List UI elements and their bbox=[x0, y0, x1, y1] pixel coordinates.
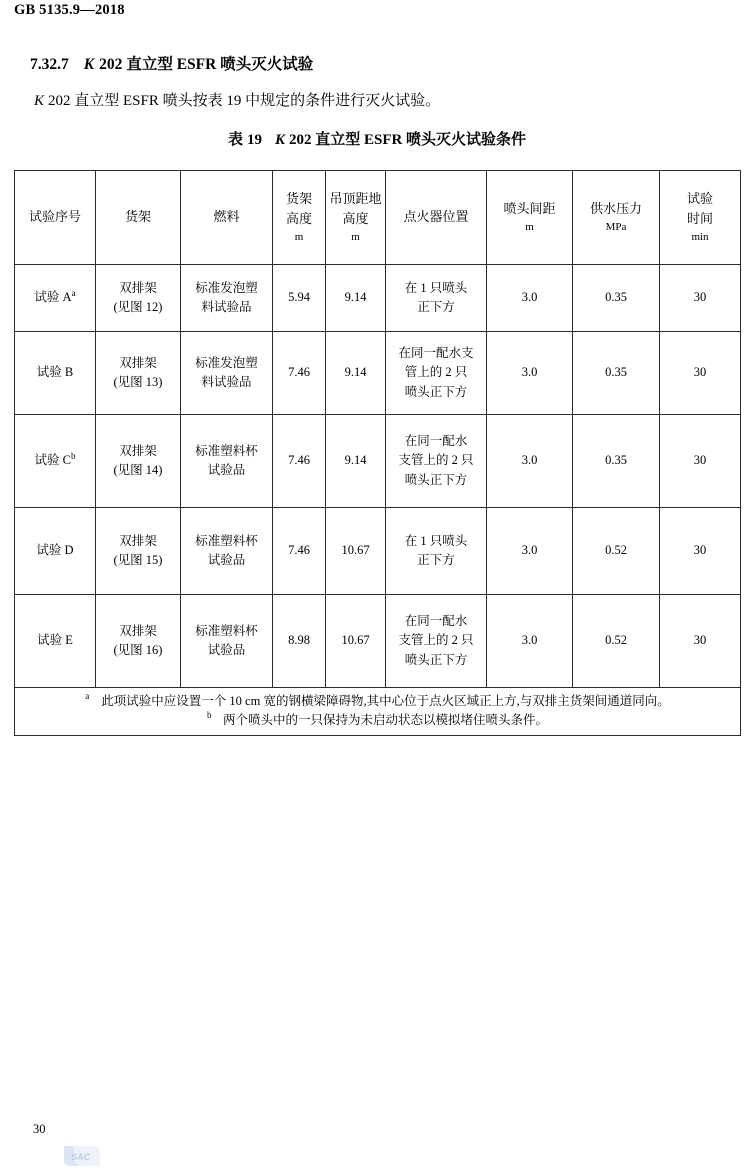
cell-duration: 30 bbox=[660, 265, 741, 332]
header-igniter-position: 点火器位置 bbox=[386, 171, 487, 265]
cell-fuel: 标准塑料杯 试验品 bbox=[181, 595, 273, 688]
clause-heading bbox=[30, 52, 313, 74]
cell-ceiling-height: 9.14 bbox=[326, 415, 386, 508]
cell-test-id: 试验 B bbox=[15, 332, 96, 415]
footnote-b bbox=[17, 711, 738, 730]
cell-rack: 双排架 (见图 13) bbox=[96, 332, 181, 415]
footnote-a-text: 此项试验中应设置一个 10 cm 宽的钢横梁障碍物,其中心位于点火区域正上方,与双排主货架间通道同向。 bbox=[101, 694, 670, 708]
page-running-head bbox=[14, 2, 125, 19]
cell-ceiling-height: 9.14 bbox=[326, 265, 386, 332]
table-body bbox=[15, 265, 741, 736]
cell-igniter-position: 在 1 只喷头 正下方 bbox=[386, 265, 487, 332]
body-paragraph bbox=[34, 89, 440, 110]
footnote-b-marker: b bbox=[206, 710, 212, 721]
cell-duration: 30 bbox=[660, 595, 741, 688]
table-header-row bbox=[15, 171, 741, 265]
cell-rack: 双排架 (见图 15) bbox=[96, 508, 181, 595]
cell-igniter-position: 在 1 只喷头 正下方 bbox=[386, 508, 487, 595]
footnote-marker-a: a bbox=[71, 288, 76, 299]
cell-pressure: 0.35 bbox=[573, 415, 660, 508]
table-row bbox=[15, 508, 741, 595]
table-row bbox=[15, 332, 741, 415]
cell-ceiling-height: 10.67 bbox=[326, 595, 386, 688]
cell-rack-height: 7.46 bbox=[273, 332, 326, 415]
paragraph-text: 202 直立型 ESFR 喷头按表 19 中规定的条件进行灭火试验。 bbox=[48, 93, 441, 109]
footnote-b-text: 两个喷头中的一只保持为未启动状态以模拟堵住喷头条件。 bbox=[222, 713, 548, 728]
table-footnotes bbox=[15, 688, 741, 736]
cell-duration: 30 bbox=[660, 415, 741, 508]
cell-igniter-position: 在同一配水 支管上的 2 只 喷头正下方 bbox=[386, 595, 487, 688]
table-footnotes-row bbox=[15, 688, 741, 736]
header-water-pressure: 供水压力 MPa bbox=[573, 171, 660, 265]
cell-spacing: 3.0 bbox=[487, 332, 573, 415]
cell-rack: 双排架 (见图 12) bbox=[96, 265, 181, 332]
clause-title-text: 直立型 ESFR 喷头灭火试验 bbox=[126, 56, 314, 73]
svg-text:SAC: SAC bbox=[71, 1152, 91, 1162]
cell-rack: 双排架 (见图 14) bbox=[96, 415, 181, 508]
cell-rack-height: 5.94 bbox=[273, 265, 326, 332]
cell-rack-height: 7.46 bbox=[273, 415, 326, 508]
clause-k-symbol: K bbox=[83, 56, 95, 73]
cell-pressure: 0.35 bbox=[573, 332, 660, 415]
header-test-duration: 试验 时间 min bbox=[660, 171, 741, 265]
cell-igniter-position: 在同一配水支 管上的 2 只 喷头正下方 bbox=[386, 332, 487, 415]
header-sprinkler-spacing: 喷头间距 m bbox=[487, 171, 573, 265]
cell-test-id: 试验 A$^a$ bbox=[15, 265, 96, 332]
cell-rack-height: 7.46 bbox=[273, 508, 326, 595]
cell-rack-height: 8.98 bbox=[273, 595, 326, 688]
cell-duration: 30 bbox=[660, 332, 741, 415]
cell-fuel: 标准塑料杯 试验品 bbox=[181, 415, 273, 508]
cell-test-id: 试验 D bbox=[15, 508, 96, 595]
clause-number: 7.32.7 bbox=[30, 56, 69, 73]
sac-logo-watermark bbox=[62, 1144, 108, 1168]
table-container bbox=[14, 170, 740, 736]
cell-spacing: 3.0 bbox=[487, 415, 573, 508]
cell-test-id: 试验 C$^b$ bbox=[15, 415, 96, 508]
cell-spacing: 3.0 bbox=[487, 508, 573, 595]
cell-pressure: 0.35 bbox=[573, 265, 660, 332]
table-caption-number: 19 bbox=[246, 132, 262, 148]
cell-spacing: 3.0 bbox=[487, 595, 573, 688]
cell-rack: 双排架 (见图 16) bbox=[96, 595, 181, 688]
header-test-id: 试验序号 bbox=[15, 171, 96, 265]
table-caption bbox=[0, 128, 754, 149]
cell-pressure: 0.52 bbox=[573, 595, 660, 688]
cell-fuel: 标准发泡塑 料试验品 bbox=[181, 265, 273, 332]
table-row bbox=[15, 595, 741, 688]
cell-test-id: 试验 E bbox=[15, 595, 96, 688]
standard-number: GB 5135.9—2018 bbox=[14, 2, 125, 18]
table-row bbox=[15, 265, 741, 332]
cell-pressure: 0.52 bbox=[573, 508, 660, 595]
page-number: 30 bbox=[33, 1122, 46, 1136]
cell-fuel: 标准塑料杯 试验品 bbox=[181, 508, 273, 595]
cell-ceiling-height: 10.67 bbox=[326, 508, 386, 595]
header-ceiling-height: 吊顶距地 高度 m bbox=[326, 171, 386, 265]
header-fuel: 燃料 bbox=[181, 171, 273, 265]
header-rack-height: 货架 高度 m bbox=[273, 171, 326, 265]
table-caption-title: 202 直立型 ESFR 喷头灭火试验条件 bbox=[288, 132, 527, 148]
footnote-a bbox=[17, 692, 738, 711]
cell-duration: 30 bbox=[660, 508, 741, 595]
test-conditions-table bbox=[14, 170, 741, 736]
cell-ceiling-height: 9.14 bbox=[326, 332, 386, 415]
table-caption-label: 表 bbox=[227, 132, 243, 148]
footnote-marker-b: b bbox=[70, 451, 76, 462]
cell-fuel: 标准发泡塑 料试验品 bbox=[181, 332, 273, 415]
cell-igniter-position: 在同一配水 支管上的 2 只 喷头正下方 bbox=[386, 415, 487, 508]
header-rack: 货架 bbox=[96, 171, 181, 265]
cell-spacing: 3.0 bbox=[487, 265, 573, 332]
table-caption-k-symbol: K bbox=[274, 132, 285, 148]
footnote-a-marker: a bbox=[85, 691, 90, 701]
paragraph-k-symbol: K bbox=[34, 93, 45, 109]
clause-k-value: 202 bbox=[99, 56, 123, 73]
table-row bbox=[15, 415, 741, 508]
